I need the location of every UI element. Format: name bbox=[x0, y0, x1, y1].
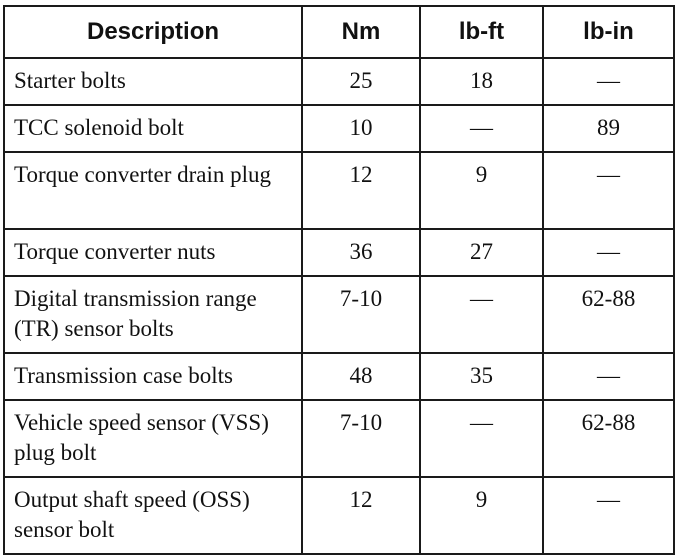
row-nm: 48 bbox=[302, 353, 420, 400]
header-description: Description bbox=[4, 6, 302, 58]
row-description: TCC solenoid bolt bbox=[4, 105, 302, 152]
row-nm: 12 bbox=[302, 477, 420, 554]
row-description: Torque converter drain plug bbox=[4, 152, 302, 229]
row-nm: 7-10 bbox=[302, 400, 420, 477]
row-nm: 7-10 bbox=[302, 276, 420, 353]
row-lb-ft: 18 bbox=[420, 58, 543, 105]
row-lb-in: — bbox=[543, 58, 674, 105]
header-lb-in: lb-in bbox=[543, 6, 674, 58]
row-description: Starter bolts bbox=[4, 58, 302, 105]
row-nm: 12 bbox=[302, 152, 420, 229]
header-nm: Nm bbox=[302, 6, 420, 58]
table-row bbox=[4, 229, 674, 276]
row-description: Vehicle speed sensor (VSS) plug bolt bbox=[4, 400, 302, 477]
row-lb-ft: — bbox=[420, 400, 543, 477]
row-description: Torque converter nuts bbox=[4, 229, 302, 276]
torque-spec-table bbox=[3, 5, 675, 555]
row-lb-in: 62-88 bbox=[543, 276, 674, 353]
row-lb-ft: 35 bbox=[420, 353, 543, 400]
row-description: Digital transmission range (TR) sensor bolts bbox=[4, 276, 302, 353]
row-nm: 10 bbox=[302, 105, 420, 152]
row-description: Transmission case bolts bbox=[4, 353, 302, 400]
row-lb-ft: 9 bbox=[420, 477, 543, 554]
row-description: Output shaft speed (OSS) sensor bolt bbox=[4, 477, 302, 554]
table-row bbox=[4, 477, 674, 554]
row-lb-ft: 27 bbox=[420, 229, 543, 276]
header-row bbox=[4, 6, 674, 58]
row-nm: 25 bbox=[302, 58, 420, 105]
table-row bbox=[4, 276, 674, 353]
row-lb-ft: 9 bbox=[420, 152, 543, 229]
row-lb-in: — bbox=[543, 152, 674, 229]
table-row bbox=[4, 353, 674, 400]
table-row bbox=[4, 400, 674, 477]
header-lb-ft: lb-ft bbox=[420, 6, 543, 58]
row-lb-in: — bbox=[543, 353, 674, 400]
row-lb-in: — bbox=[543, 229, 674, 276]
table-row bbox=[4, 105, 674, 152]
row-nm: 36 bbox=[302, 229, 420, 276]
row-lb-ft: — bbox=[420, 105, 543, 152]
row-lb-in: 62-88 bbox=[543, 400, 674, 477]
row-lb-ft: — bbox=[420, 276, 543, 353]
table-row bbox=[4, 152, 674, 229]
table-row bbox=[4, 58, 674, 105]
row-lb-in: 89 bbox=[543, 105, 674, 152]
row-lb-in: — bbox=[543, 477, 674, 554]
